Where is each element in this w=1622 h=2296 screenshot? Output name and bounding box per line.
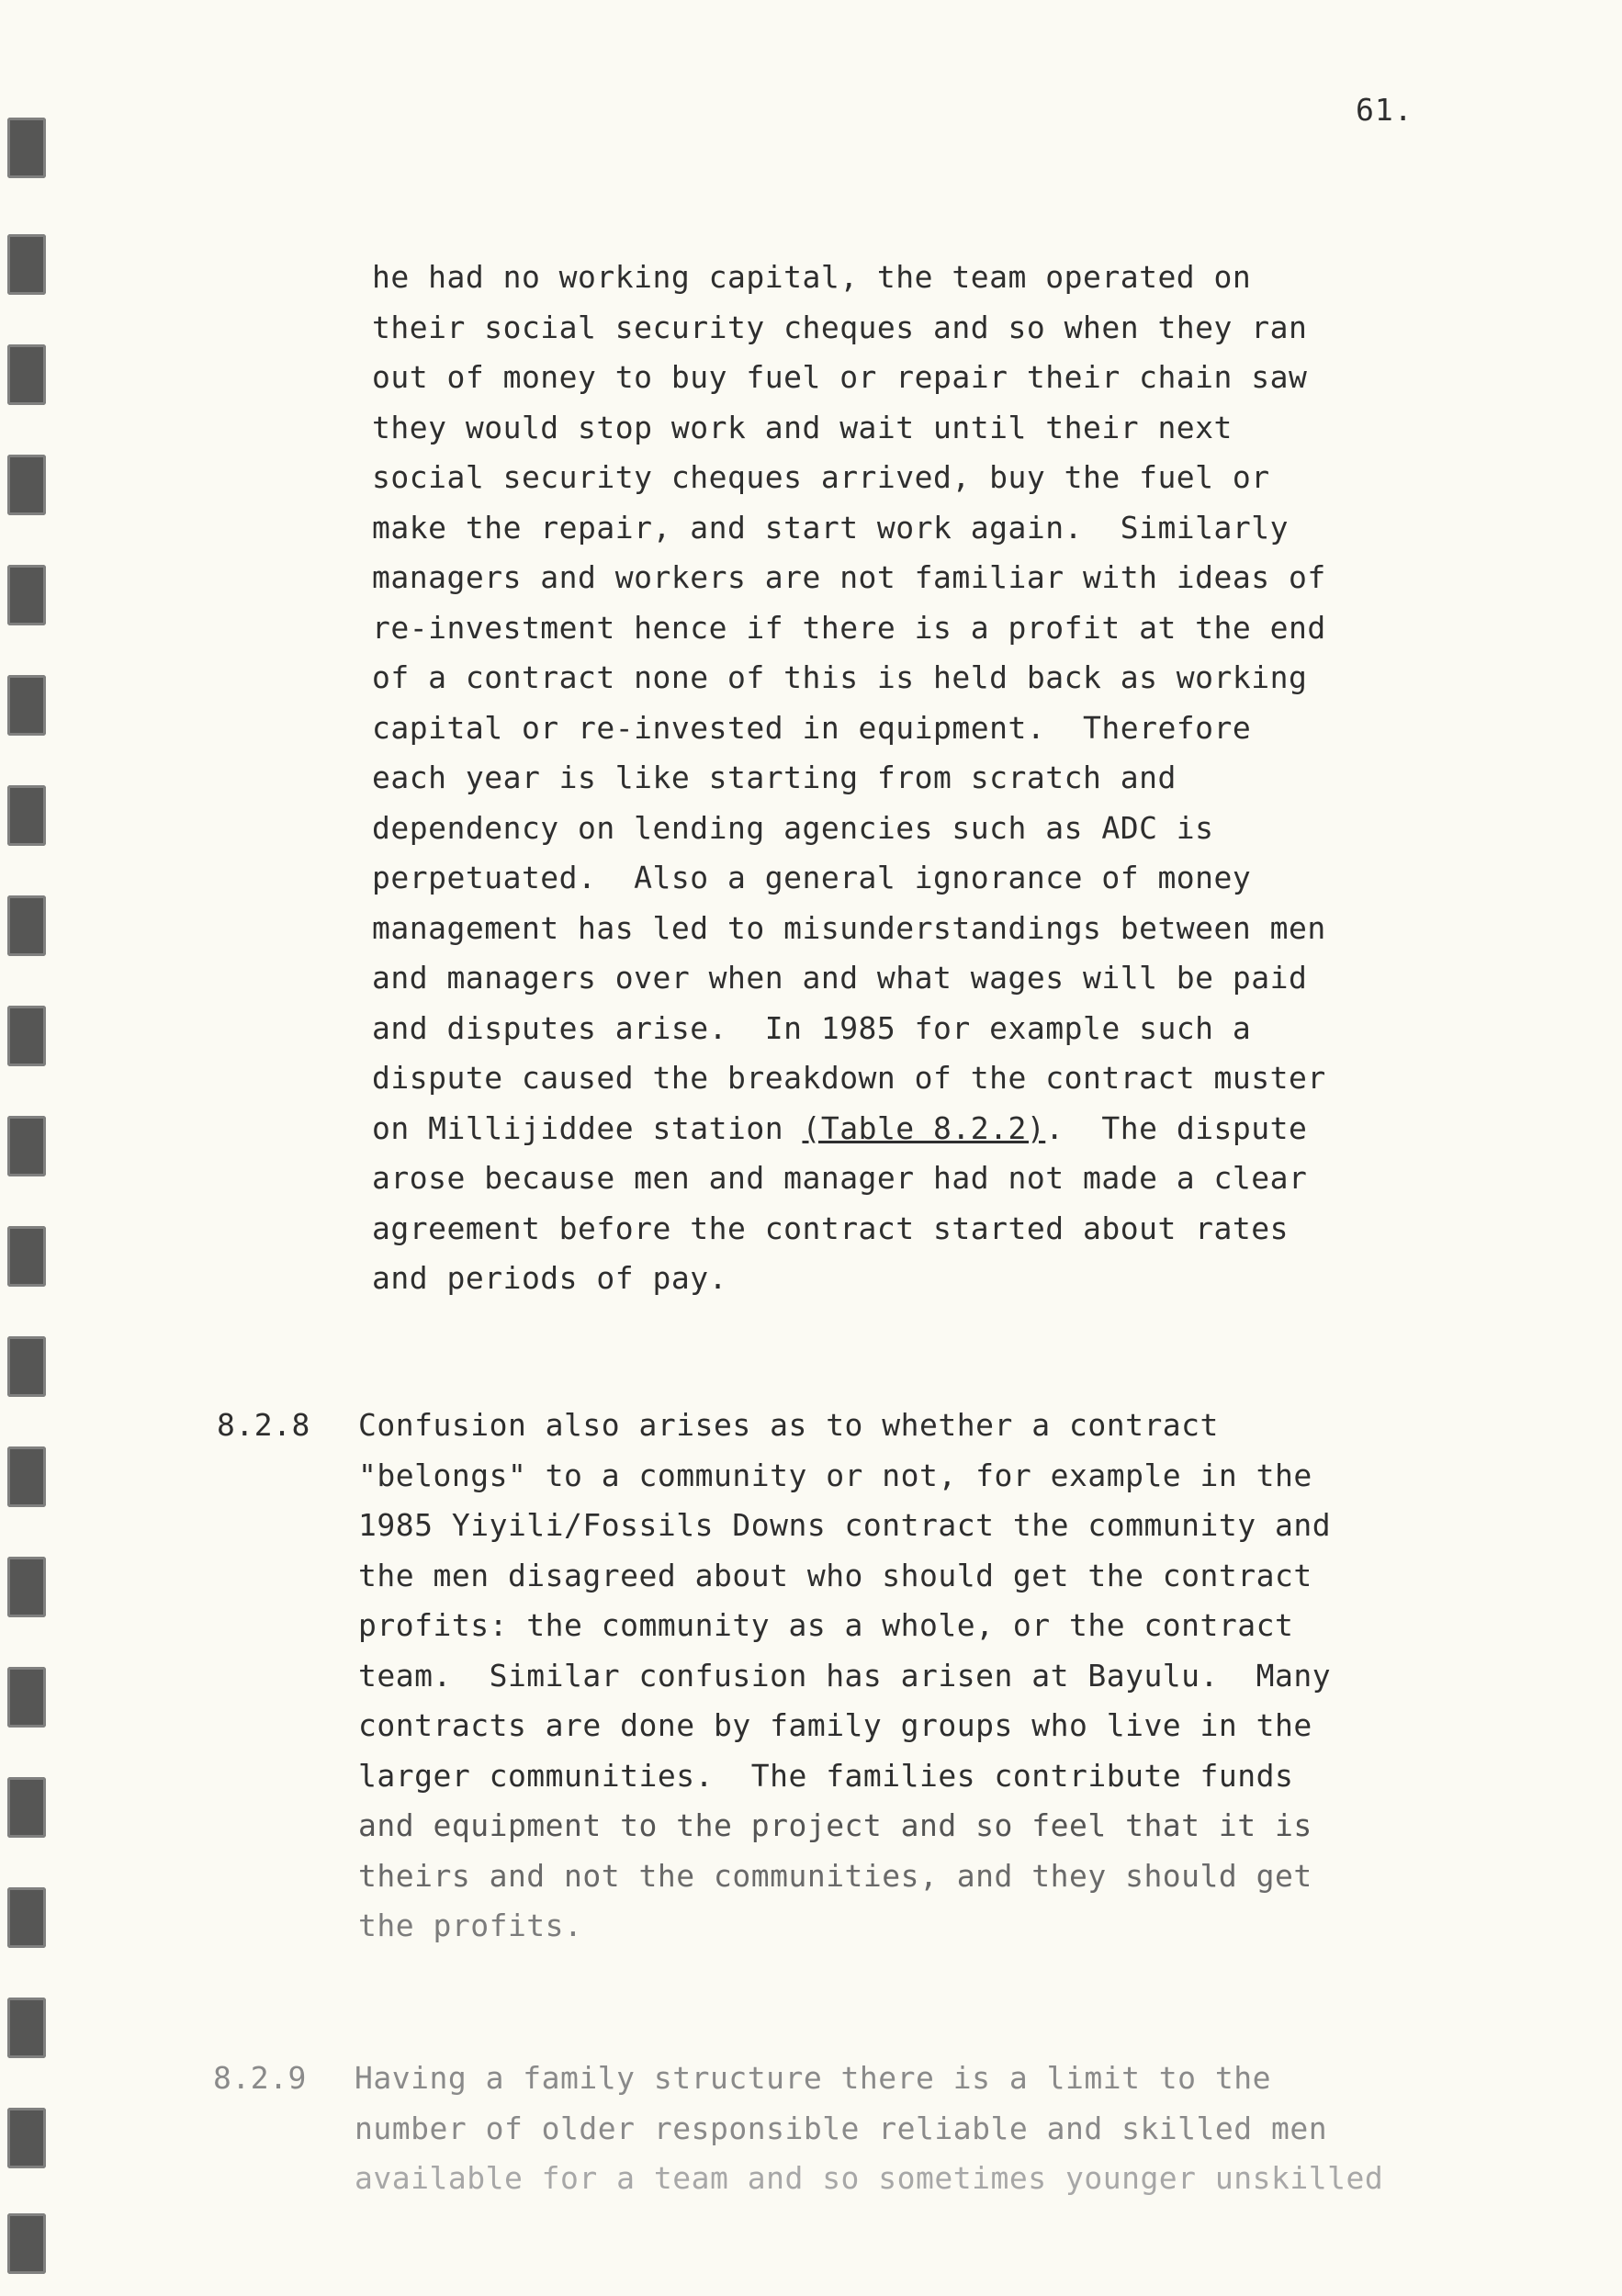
text-line: Confusion also arises as to whether a contract <box>358 1407 1219 1443</box>
binding-hole <box>7 1336 46 1397</box>
text-line: 1985 Yiyili/Fossils Downs contract the community and <box>358 1507 1332 1543</box>
text-line: social security cheques arrived, buy the fuel or <box>372 459 1270 495</box>
binding-hole <box>7 234 46 295</box>
text-line: he had no working capital, the team operated on <box>372 259 1252 295</box>
table-reference: (Table 8.2.2) <box>802 1109 1046 1146</box>
text-line: their social security cheques and so when they ran <box>372 309 1308 345</box>
text-line: and managers over when and what wages will be paid <box>372 960 1308 996</box>
text-line: dependency on lending agencies such as ADC is <box>372 809 1214 846</box>
paragraph-continuation <box>372 253 1326 1304</box>
page-number: 61. <box>1356 92 1414 128</box>
text-line: team. Similar confusion has arisen at Bayulu. Many <box>358 1657 1332 1694</box>
text-line: profits: the community as a whole, or the contract <box>358 1607 1294 1643</box>
paragraph-8-2-9 <box>355 2054 1383 2204</box>
binding-hole <box>7 785 46 846</box>
binding-hole <box>7 1446 46 1507</box>
binding-hole <box>7 118 46 178</box>
binding-hole <box>7 344 46 405</box>
text-line: the profits. <box>358 1908 583 1943</box>
text-line: agreement before the contract started about rates <box>372 1210 1290 1246</box>
text-line: "belongs" to a community or not, for example in the <box>358 1457 1312 1493</box>
text-segment: . The dispute <box>1045 1109 1308 1146</box>
text-line: out of money to buy fuel or repair their chain saw <box>372 359 1308 395</box>
text-line: and disputes arise. In 1985 for example such a <box>372 1009 1252 1046</box>
binding-hole <box>7 2108 46 2168</box>
text-line: arose because men and manager had not made a clear <box>372 1160 1308 1196</box>
text-line: the men disagreed about who should get the contract <box>358 1557 1312 1593</box>
text-line-with-reference <box>372 1104 1326 1154</box>
binding-hole <box>7 895 46 956</box>
text-line: dispute caused the breakdown of the contract muster <box>372 1060 1326 1096</box>
text-line: managers and workers are not familiar with ideas of <box>372 559 1326 595</box>
binding-hole <box>7 455 46 515</box>
section-number: 8.2.8 <box>217 1407 310 1443</box>
text-line: capital or re-invested in equipment. Therefore <box>372 709 1252 746</box>
text-line: of a contract none of this is held back as working <box>372 659 1308 695</box>
binding-hole <box>7 1887 46 1948</box>
text-line: management has led to misunderstandings between men <box>372 909 1326 946</box>
binding-hole <box>7 1777 46 1838</box>
binding-hole <box>7 2213 46 2274</box>
binding-hole <box>7 565 46 625</box>
text-line: re-investment hence if there is a profit at the end <box>372 609 1326 646</box>
text-line: perpetuated. Also a general ignorance of money <box>372 860 1252 895</box>
section-number: 8.2.9 <box>213 2060 307 2096</box>
binding-hole <box>7 675 46 736</box>
text-line: theirs and not the communities, and they should get <box>358 1857 1312 1894</box>
text-line: they would stop work and wait until their next <box>372 409 1233 445</box>
binding-edge <box>0 0 64 2296</box>
paragraph-8-2-8 <box>358 1401 1331 1952</box>
text-line: number of older responsible reliable and skilled men <box>355 2110 1328 2146</box>
binding-hole <box>7 1226 46 1287</box>
binding-hole <box>7 1006 46 1066</box>
text-line: larger communities. The families contribute funds <box>358 1757 1294 1794</box>
text-line: make the repair, and start work again. Similarly <box>372 509 1290 546</box>
text-line: available for a team and so sometimes younger unskilled <box>355 2160 1384 2196</box>
text-line: and equipment to the project and so feel that it is <box>358 1807 1312 1843</box>
text-line: Having a family structure there is a limit to the <box>355 2060 1272 2096</box>
binding-hole <box>7 1667 46 1728</box>
text-line: each year is like starting from scratch and <box>372 760 1177 795</box>
text-line: and periods of pay. <box>372 1260 727 1296</box>
text-segment: on Millijiddee station <box>372 1109 803 1146</box>
binding-hole <box>7 1998 46 2058</box>
binding-hole <box>7 1116 46 1176</box>
text-line: contracts are done by family groups who live in the <box>358 1707 1312 1743</box>
binding-hole <box>7 1557 46 1617</box>
